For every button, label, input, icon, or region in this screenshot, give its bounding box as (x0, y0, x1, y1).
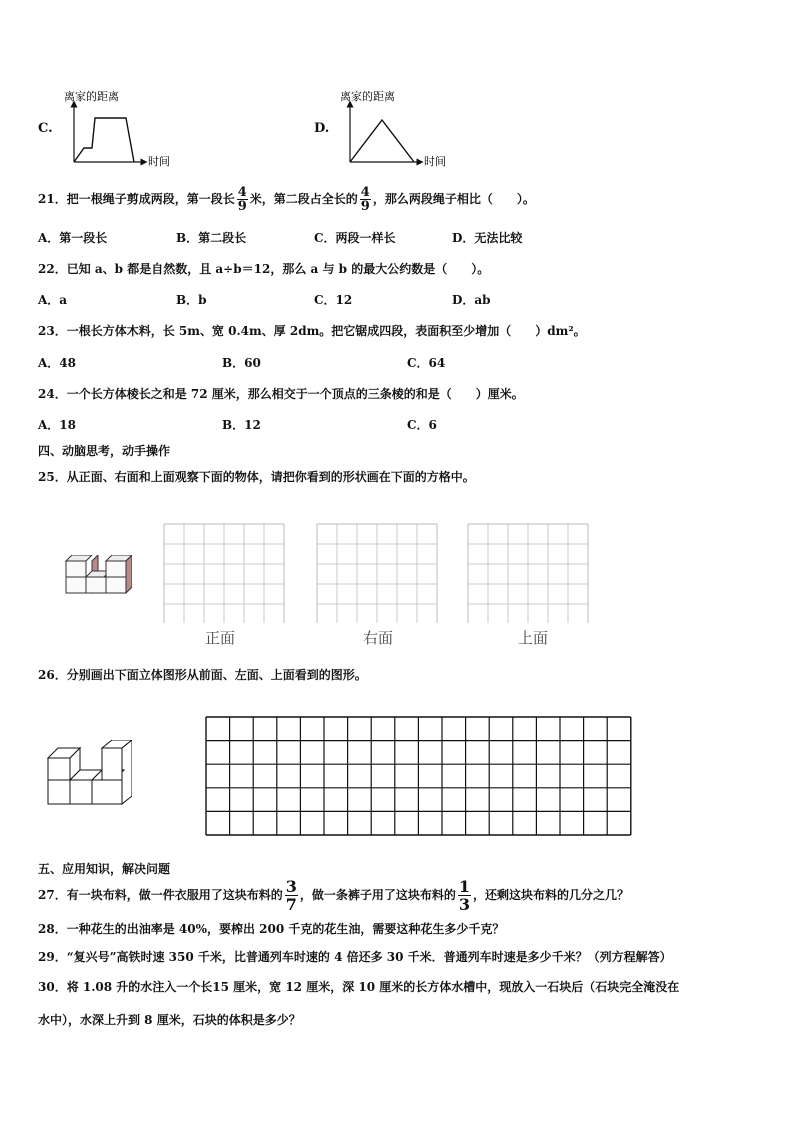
question-21: 21．把一根绳子剪成两段，第一段长 $\frac{4}{9}$ 米，第二段占全长的 $\frac{4}{9}$ ，那么两段绳子相比（ ）。 (38, 185, 535, 214)
cube-figure-26 (46, 740, 132, 806)
fraction: $\frac{3}{7}$ (285, 877, 297, 914)
option-a: A．a (38, 293, 68, 307)
option-b: B．60 (222, 356, 261, 370)
option-a: A．18 (38, 418, 77, 432)
graph-d (338, 86, 468, 171)
question-29: 29．“复兴号”高铁时速 350 千米，比普通列车时速的 4 倍还多 30 千米．普通列车时速是多少千米？（列方程解答） (38, 950, 672, 964)
option-b: B．12 (222, 418, 261, 432)
x-axis-label: 时间 (148, 155, 170, 168)
option-a: A．第一段长 (38, 231, 108, 245)
distance-line (74, 118, 134, 162)
section-heading: 五、应用知识，解决问题 (38, 862, 171, 876)
question-23: 23．一根长方体木料，长 5m、宽 0.4m、厚 2dm。把它锯成四段，表面积至少增加（ ）dm²。 (38, 324, 586, 338)
y-axis-label: 离家的距离 (340, 90, 395, 103)
option-b: B．b (176, 293, 207, 307)
option-c-label: C. (38, 121, 53, 136)
grid-label-front: 正面 (205, 629, 236, 647)
section-heading: 四、动脑思考，动手操作 (38, 444, 171, 458)
question-26: 26．分别画出下面立体图形从前面、左面、上面看到的图形。 (38, 668, 367, 682)
option-c: C．12 (314, 293, 353, 307)
option-d-label: D. (314, 121, 330, 136)
option-c: C．两段一样长 (314, 231, 396, 245)
distance-line (350, 120, 414, 162)
option-b: B．第二段长 (176, 231, 247, 245)
option-a: A．48 (38, 356, 77, 370)
option-c: C．6 (407, 418, 437, 432)
y-axis-label: 离家的距离 (64, 90, 119, 103)
question-27: 27．有一块布料，做一件衣服用了这块布料的 $\frac{3}{7}$ ，做一条裤子用了这块布料的 $\frac{1}{3}$ ，还剩这块布料的几分之几？ (38, 877, 630, 914)
option-d: D．无法比较 (452, 231, 523, 245)
grid-label-top: 上面 (518, 629, 549, 647)
question-25: 25．从正面、右面和上面观察下面的物体，请把你看到的形状画在下面的方格中。 (38, 470, 475, 484)
fraction: $\frac{4}{9}$ (360, 185, 370, 214)
grid-front[interactable] (163, 523, 287, 623)
question-24: 24．一个长方体棱长之和是 72 厘米，那么相交于一个顶点的三条棱的和是（ ）厘米。 (38, 387, 524, 401)
graph-c (62, 86, 192, 171)
grid-top[interactable] (467, 523, 591, 623)
grid-right[interactable] (316, 523, 440, 623)
drawing-grid[interactable] (205, 716, 635, 840)
question-30-line-2: 水中），水深上升到 8 厘米，石块的体积是多少？ (38, 1013, 301, 1027)
grid-label-right: 右面 (363, 629, 394, 647)
cube-figure-25 (62, 555, 132, 615)
option-c: C．64 (407, 356, 446, 370)
option-d: D．ab (452, 293, 491, 307)
question-28: 28．一种花生的出油率是 40%，要榨出 200 千克的花生油，需要这种花生多少千克？ (38, 922, 505, 936)
question-30-line-1: 30．将 1.08 升的水注入一个长15 厘米，宽 12 厘米，深 10 厘米的长方体水槽中，现放入一石块后（石块完全淹没在 (38, 980, 680, 994)
x-axis-label: 时间 (424, 155, 446, 168)
fraction: $\frac{1}{3}$ (458, 877, 470, 914)
fraction: $\frac{4}{9}$ (237, 185, 247, 214)
question-22: 22．已知 a、b 都是自然数，且 a÷b＝12，那么 a 与 b 的最大公约数是（ ）。 (38, 262, 490, 276)
